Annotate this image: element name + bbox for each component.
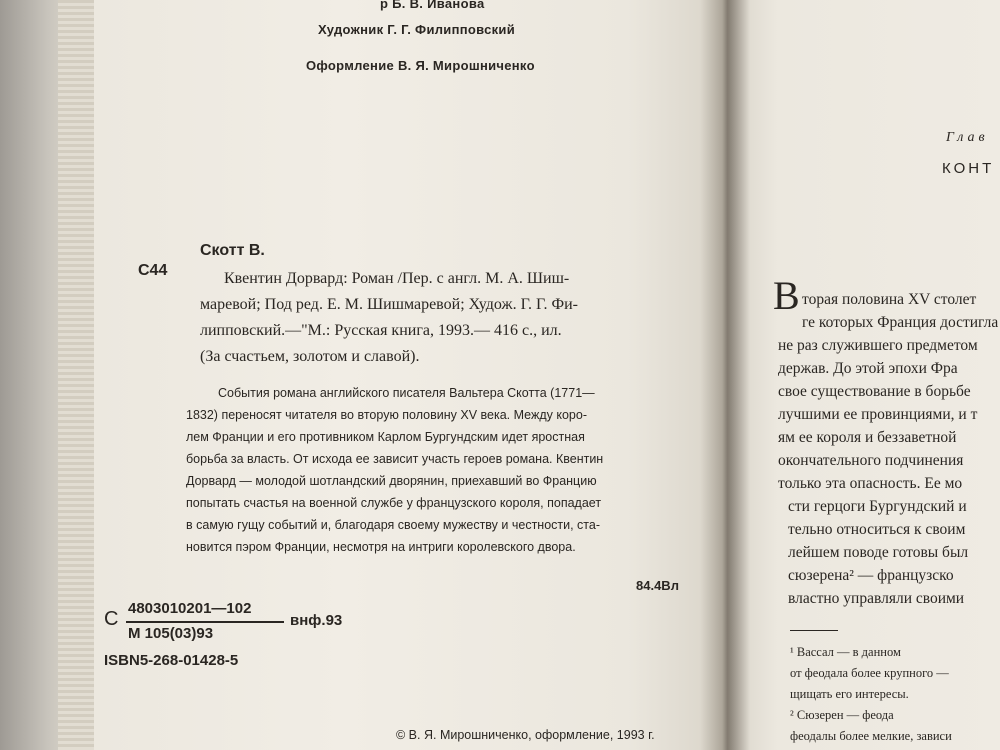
code-suffix: внф.93 [290, 612, 343, 629]
text-line-11: тельно относиться к своим [788, 521, 966, 538]
text-line-14: властно управляли своими [788, 590, 965, 607]
footnote-line-5: феодалы более мелкие, зависи [790, 729, 952, 743]
text-line-3: не раз служившего предметом [778, 337, 978, 354]
biblio-line-3: липповский.—"М.: Русская книга, 1993.— 416 с., ил. [200, 322, 562, 339]
footnote-line-1: ¹ Вассал — в данном [790, 645, 901, 659]
drop-cap: В [773, 273, 800, 318]
copyright-notice: © В. Я. Мирошниченко, оформление, 1993 г. [396, 728, 655, 742]
annotation-line-8: новится пэром Франции, несмотря на интриги королевского двора. [186, 540, 576, 554]
isbn: ISBN5-268-01428-5 [104, 652, 239, 669]
text-line-13: сюзерена² — французско [788, 567, 954, 584]
annotation-line-2: 1832) переносят читателя во вторую половину XV века. Между коро- [186, 408, 587, 422]
text-line-9: только эта опасность. Ее мо [778, 475, 963, 492]
biblio-line-2: маревой; Под ред. Е. М. Шишмаревой; Худож. Г. Г. Фи- [200, 296, 578, 313]
credit-illustrator: Художник Г. Г. Филипповский [318, 22, 516, 37]
code-numerator: 4803010201—102 [128, 600, 252, 617]
code-fraction-line [126, 621, 284, 623]
text-line-1: торая половина XV столет [802, 291, 977, 308]
chapter-label: Глав [946, 130, 989, 145]
chapter-title: КОНТ [942, 160, 995, 177]
code-letter: С [104, 608, 119, 630]
annotation-line-3: лем Франции и его противником Карлом Бургундским идет яростная [186, 430, 585, 444]
code-denominator: М 105(03)93 [128, 625, 214, 642]
text-line-10: сти герцоги Бургундский и [788, 498, 967, 515]
footnote-line-3: щищать его интересы. [790, 687, 909, 701]
annotation-line-7: в самую гущу событий и, благодаря своему мужеству и честности, ста- [186, 518, 601, 532]
text-line-4: держав. До этой эпохи Фра [778, 360, 958, 377]
biblio-line-1: Квентин Дорвард: Роман /Пер. с англ. М. А. Шиш- [224, 270, 570, 287]
credit-editor: р Б. В. Иванова [380, 0, 485, 11]
annotation-line-5: Дорвард — молодой шотландский дворянин, приехавший во Францию [186, 474, 597, 488]
page-gutter [700, 0, 750, 750]
bbk-code: 84.4Вл [636, 578, 679, 593]
text-line-5: свое существование в борьбе [778, 383, 971, 400]
annotation-line-4: борьба за власть. От исхода ее зависит участь героев романа. Квентин [186, 452, 604, 466]
text-line-12: лейшем поводе готовы был [788, 544, 969, 561]
footnote-line-2: от феодала более крупного — [790, 666, 949, 680]
text-line-8: окончательного подчинения [778, 452, 964, 469]
author-name: Скотт В. [200, 242, 265, 259]
catalog-index: С44 [138, 262, 168, 279]
annotation-line-1: События романа английского писателя Вальтера Скотта (1771— [218, 386, 595, 400]
text-line-6: лучшими ее провинциями, и т [778, 406, 978, 423]
text-line-2: ге которых Франция достигла [802, 314, 999, 331]
credit-design: Оформление В. Я. Мирошниченко [306, 58, 535, 73]
annotation-line-6: попытать счастья на военной службе у французского короля, попадает [186, 496, 602, 510]
biblio-line-4: (За счастьем, золотом и славой). [200, 348, 420, 365]
footnote-line-4: ² Сюзерен — феода [790, 708, 894, 722]
book-binding [58, 0, 97, 750]
footnote-separator [790, 630, 838, 631]
text-line-7: ям ее короля и беззаветной [778, 429, 957, 446]
